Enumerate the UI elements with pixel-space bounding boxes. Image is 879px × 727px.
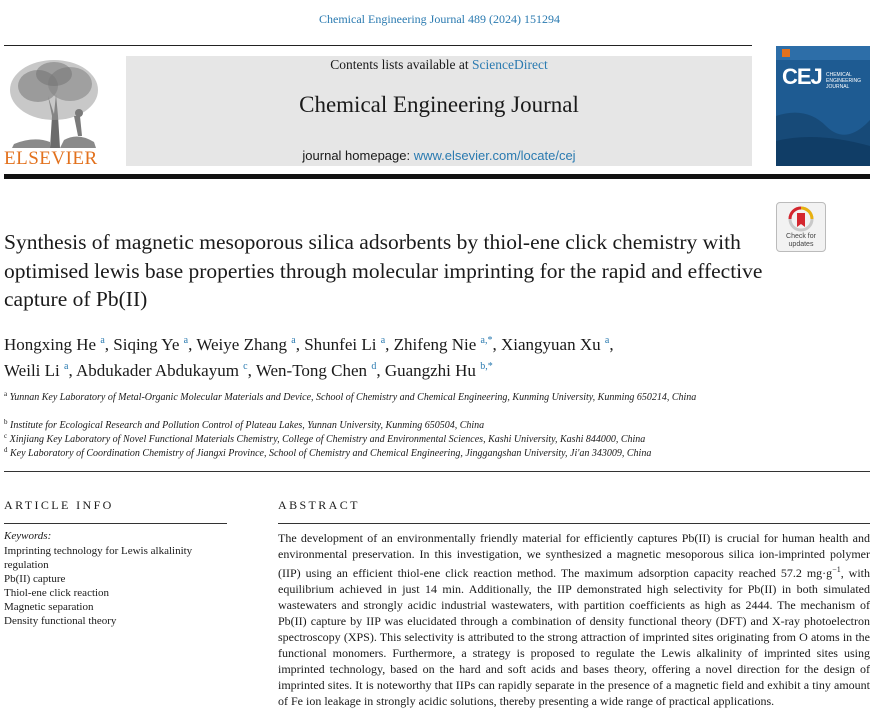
journal-citation[interactable]: Chemical Engineering Journal 489 (2024) 151294 bbox=[319, 12, 560, 26]
author-affiliation-mark[interactable]: b,* bbox=[480, 361, 493, 372]
cover-subtitle-line: JOURNAL bbox=[826, 84, 850, 90]
affiliation-d bbox=[4, 443, 764, 461]
crossmark-label bbox=[777, 233, 825, 249]
crossmark-icon bbox=[777, 205, 825, 235]
keyword-item: Magnetic separation bbox=[4, 601, 94, 613]
abstract-text bbox=[278, 530, 870, 709]
header-top-rule bbox=[4, 45, 752, 46]
cover-subtitle bbox=[826, 72, 861, 90]
affiliation-text: Institute for Ecological Research and Pollution Control of Plateau Lakes, Yunnan University, Kunming 650504, China bbox=[10, 420, 485, 431]
author[interactable] bbox=[113, 335, 188, 354]
affiliation-a bbox=[4, 387, 764, 405]
abstract-rule bbox=[278, 523, 870, 524]
affiliation-text: Xinjiang Key Laboratory of Novel Functional Materials Chemistry, College of Chemistry and Environmental Sciences, Kashi University, Kashi 844000, China bbox=[9, 434, 646, 445]
check-for-updates-badge[interactable] bbox=[776, 202, 826, 252]
keyword-item: Thiol-ene click reaction bbox=[4, 587, 110, 599]
keyword-item: Density functional theory bbox=[4, 615, 117, 627]
elsevier-wordmark: ELSEVIER bbox=[4, 148, 98, 169]
author-name: Hongxing He bbox=[4, 335, 97, 354]
affiliation-mark: a bbox=[4, 390, 8, 398]
author-affiliation-mark[interactable]: a bbox=[100, 335, 105, 346]
author-affiliation-mark[interactable]: a bbox=[291, 335, 296, 346]
sciencedirect-link[interactable]: ScienceDirect bbox=[472, 57, 548, 72]
affiliation-text: Key Laboratory of Coordination Chemistry of Jiangxi Province, School of Chemistry and Chemical Engineering, Jinggangshan University, Ji'an 343009, China bbox=[10, 448, 652, 459]
author[interactable] bbox=[4, 361, 68, 380]
author-name: Shunfei Li bbox=[304, 335, 377, 354]
keyword-item: Pb(II) capture bbox=[4, 573, 66, 585]
author-name: Weiye Zhang bbox=[196, 335, 288, 354]
article-title: Synthesis of magnetic mesoporous silica adsorbents by thiol-ene click chemistry with optimised lewis base properties through molecular imprinting for the rapid and effective capture of Pb(II) bbox=[4, 230, 763, 311]
article-info-heading: ARTICLE INFO bbox=[4, 498, 114, 512]
author-affiliation-mark[interactable]: a,* bbox=[480, 335, 493, 346]
author-affiliation-mark[interactable]: a bbox=[183, 335, 189, 346]
journal-homepage-line bbox=[126, 148, 752, 163]
author-name: Wen-Tong Chen bbox=[255, 361, 368, 380]
journal-cover-image[interactable] bbox=[776, 46, 870, 166]
author-affiliation-mark[interactable]: d bbox=[371, 361, 377, 372]
journal-title: Chemical Engineering Journal bbox=[299, 92, 579, 117]
affiliation-mark: b bbox=[4, 418, 8, 426]
keyword-item: Imprinting technology for Lewis alkalinity regulation bbox=[4, 545, 193, 571]
keywords-label: Keywords: bbox=[4, 530, 52, 542]
author[interactable] bbox=[394, 335, 493, 354]
author-affiliation-mark[interactable]: a bbox=[604, 335, 610, 346]
cover-abbrev: CEJ bbox=[782, 64, 822, 89]
cover-subtitle-line: ENGINEERING bbox=[826, 78, 862, 84]
crossmark-label-line: Check for bbox=[786, 233, 816, 240]
abstract-heading: ABSTRACT bbox=[278, 498, 360, 512]
author-name: Xiangyuan Xu bbox=[500, 335, 601, 354]
abstract-text-part: , with equilibrium achieved in just 14 min. Additionally, the IIP demonstrated high selectivity for Pb(II) in both simulated wastewaters and strongly acidic industrial wastewaters, with partition coefficients as high as 2444. The mechanism of Pb(II) capture by IIP was elucidated through a combination of density functional theory (DFT) and X-ray photoelectron spectroscopy (XPS). This selectivity is attributed to the strong attraction of imprinted sites originating from O atoms in the functional monomers. Furthermore, a strategy is proposed to regulate the Lewis alkalinity of imprinted sites using imprinted technology, based on the hard and soft acids and bases theory, offering a novel direction for the design of imprinted sites. It is noteworthy that IIPs can rapidly separate in the presence of a magnetic field and exhibit a tiny amount of Fe ion leakage in strongly acidic solutions, thereby presenting a wide range of practical applications. bbox=[278, 566, 870, 708]
author-name: Siqing Ye bbox=[113, 335, 180, 354]
section-divider bbox=[4, 471, 870, 472]
author-name: Zhifeng Nie bbox=[393, 335, 477, 354]
author-affiliation-mark[interactable]: a bbox=[64, 361, 69, 372]
homepage-prefix: journal homepage: bbox=[302, 148, 414, 163]
keywords-list bbox=[4, 544, 224, 628]
author-affiliation-mark[interactable]: a bbox=[380, 335, 386, 346]
header-bottom-rule bbox=[4, 174, 870, 179]
author[interactable] bbox=[76, 361, 248, 380]
abstract-text-part: The development of an environmentally friendly material for efficiently captures Pb(II) is crucial for human health and environmental preservation. In this investigation, we synthesized a magnetic mesoporous silica ion-imprinted polymer (IIP) using an efficient thiol-ene click reaction method. The maximum adsorption capacity reached 57.2 mg·g bbox=[278, 531, 870, 580]
author-name: Abdukader Abdukayum bbox=[76, 361, 239, 380]
author[interactable] bbox=[256, 361, 376, 380]
affiliation-text: Yunnan Key Laboratory of Metal-Organic Molecular Materials and Device, School of Chemistry and Chemical Engineering, Kunming University, Kunming 650214, China bbox=[9, 392, 697, 403]
author-name: Weili Li bbox=[4, 361, 60, 380]
author-affiliation-mark[interactable]: c bbox=[243, 361, 248, 372]
author[interactable] bbox=[304, 335, 385, 354]
affiliation-mark: d bbox=[4, 446, 8, 454]
homepage-link[interactable]: www.elsevier.com/locate/cej bbox=[413, 148, 576, 163]
contents-prefix: Contents lists available at bbox=[330, 57, 472, 72]
author[interactable] bbox=[196, 335, 295, 354]
affiliation-mark: c bbox=[4, 432, 8, 440]
author-name: Guangzhi Hu bbox=[384, 361, 476, 380]
crossmark-label-line: updates bbox=[788, 241, 814, 248]
author[interactable] bbox=[501, 335, 609, 354]
abstract-superscript: −1 bbox=[832, 565, 841, 574]
article-info-rule bbox=[4, 523, 227, 524]
author[interactable] bbox=[385, 361, 493, 380]
author-list: Hongxing He $^a$, Siqing Ye $^a$, Weiye Zhang $^a$, Shunfei Li $^a$, Zhifeng Nie $^{a,*}$, Xiangyuan Xu $^a$, Weili Li $^a$, Abdukader Abdukayum $^c$, Wen-Tong Chen $^d$, Guangzhi Hu $^{b,*}$ bbox=[4, 335, 614, 380]
contents-available-line bbox=[126, 57, 752, 73]
cover-subtitle-line: CHEMICAL bbox=[826, 72, 852, 78]
author[interactable] bbox=[4, 335, 105, 354]
